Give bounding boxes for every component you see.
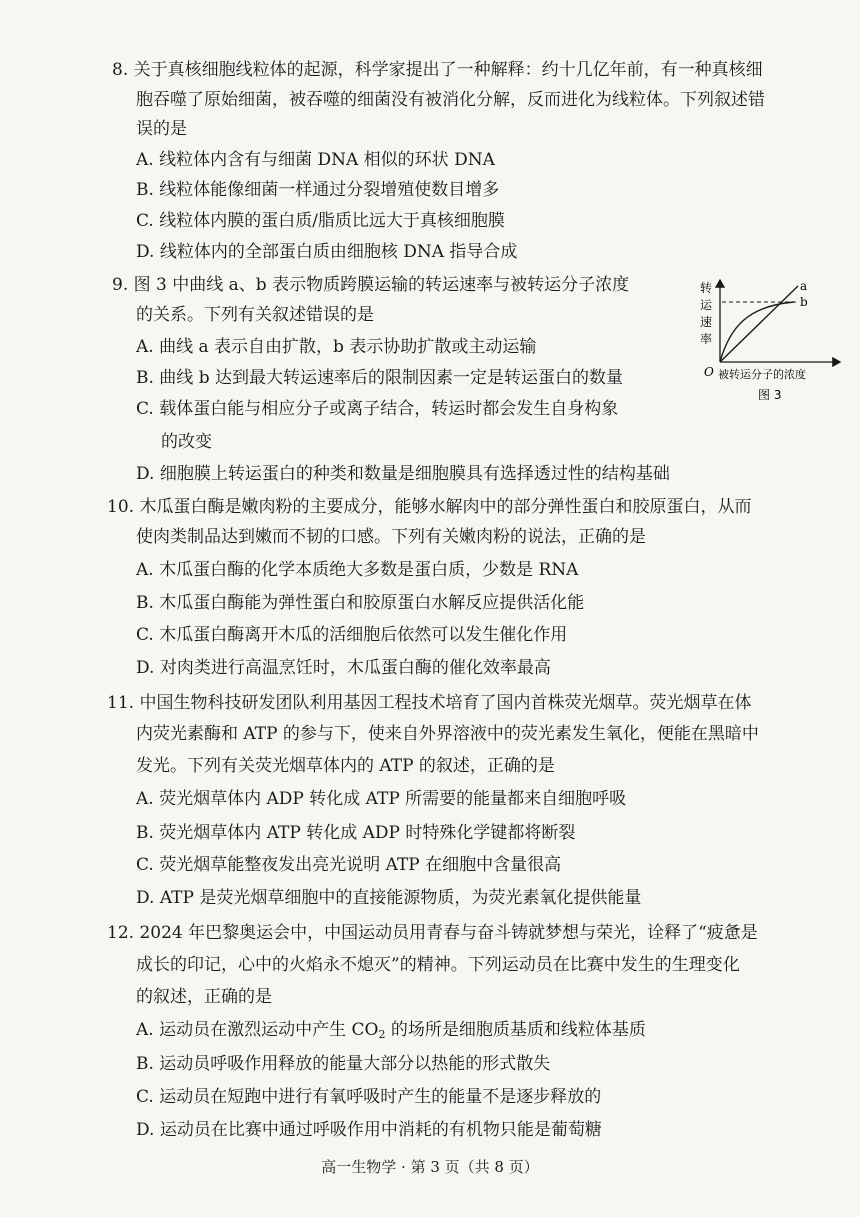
y-axis-label-4: 率 [700,332,713,346]
q12-option-a-post: 的场所是细胞质基质和线粒体基质 [385,1020,646,1040]
y-axis-label-2: 运 [700,298,713,312]
q12-option-c: C. 运动员在短跑中进行有氧呼吸时产生的能量不是逐步释放的 [136,1087,602,1107]
q12-option-a-subscript: 2 [378,1028,386,1041]
q8-option-b: B. 线粒体能像细菌一样通过分裂增殖使数目增多 [136,180,500,200]
curve-a [720,286,798,362]
q8-option-a: A. 线粒体内含有与细菌 DNA 相似的环状 DNA [136,150,495,170]
q11-option-d: D. ATP 是荧光烟草细胞中的直接能源物质，为荧光素氧化提供能量 [136,888,642,908]
q10-stem-line1: 10. 木瓜蛋白酶是嫩肉粉的主要成分，能够水解肉中的部分弹性蛋白和胶原蛋白，从而 [107,497,752,517]
curve-b-label: b [800,295,808,309]
q9-option-b: B. 曲线 b 达到最大转运速率后的限制因素一定是转运蛋白的数量 [136,368,623,388]
y-axis-label-1: 转 [700,281,713,295]
q10-option-c: C. 木瓜蛋白酶离开木瓜的活细胞后依然可以发生催化作用 [136,625,568,645]
q9-stem-line2: 的关系。下列有关叙述错误的是 [136,305,374,325]
figure-3 [694,276,844,406]
q11-stem-line3: 发光。下列有关荧光烟草体内的 ATP 的叙述，正确的是 [136,756,555,776]
q9-option-a: A. 曲线 a 表示自由扩散，b 表示协助扩散或主动运输 [136,337,537,357]
q8-option-c: C. 线粒体内膜的蛋白质/脂质比远大于真核细胞膜 [136,211,505,231]
q12-option-d: D. 运动员在比赛中通过呼吸作用中消耗的有机物只能是葡萄糖 [136,1120,602,1140]
q8-stem-line2: 胞吞噬了原始细菌，被吞噬的细菌没有被消化分解，反而进化为线粒体。下列叙述错 [136,90,765,110]
q9-option-c-line1: C. 载体蛋白能与相应分子或离子结合，转运时都会发生自身构象 [136,399,619,419]
q12-stem-line2: 成长的印记，心中的火焰永不熄灭”的精神。下列运动员在比赛中发生的生理变化 [136,955,740,975]
q8-option-d: D. 线粒体内的全部蛋白质由细胞核 DNA 指导合成 [136,242,518,262]
q11-option-a: A. 荧光烟草体内 ADP 转化成 ATP 所需要的能量都来自细胞呼吸 [136,789,627,809]
q12-option-b: B. 运动员呼吸作用释放的能量大部分以热能的形式散失 [136,1054,551,1074]
q9-stem-line1: 9. 图 3 中曲线 a、b 表示物质跨膜运输的转运速率与被转运分子浓度 [112,275,630,295]
q9-option-c-line2: 的改变 [161,432,212,452]
page-footer: 高一生物学 · 第 3 页（共 8 页） [321,1158,539,1176]
origin-label: O [704,365,714,379]
q10-option-b: B. 木瓜蛋白酶能为弹性蛋白和胶原蛋白水解反应提供活化能 [136,593,585,613]
curve-b [720,302,794,362]
q12-stem-line1: 12. 2024 年巴黎奥运会中，中国运动员用青春与奋斗铸就梦想与荣光，诠释了“疲惫是 [107,923,758,943]
q12-stem-line3: 的叙述，正确的是 [136,987,272,1007]
q8-stem-line3: 误的是 [136,119,187,139]
q11-option-b: B. 荧光烟草体内 ATP 转化成 ADP 时特殊化学键都将断裂 [136,823,576,843]
q12-option-a-pre: A. 运动员在激烈运动中产生 CO [136,1020,379,1040]
q12-option-a [136,1018,646,1047]
q11-option-c: C. 荧光烟草能整夜发出亮光说明 ATP 在细胞中含量很高 [136,855,562,875]
q10-stem-line2: 使肉类制品达到嫩而不韧的口感。下列有关嫩肉粉的说法，正确的是 [136,527,646,547]
q10-option-a: A. 木瓜蛋白酶的化学本质绝大多数是蛋白质，少数是 RNA [136,560,579,580]
q9-option-d: D. 细胞膜上转运蛋白的种类和数量是细胞膜具有选择透过性的结构基础 [136,464,670,484]
y-axis-label-3: 速 [700,315,713,329]
figure-caption: 图 3 [758,388,782,402]
figure-3-graph [694,276,844,406]
x-axis-label: 被转运分子的浓度 [718,368,806,381]
q8-stem-line1: 8. 关于真核细胞线粒体的起源，科学家提出了一种解释：约十几亿年前，有一种真核细 [112,60,763,80]
q10-option-d: D. 对肉类进行高温烹饪时，木瓜蛋白酶的催化效率最高 [136,658,551,678]
q11-stem-line1: 11. 中国生物科技研发团队利用基因工程技术培育了国内首株荧光烟草。荧光烟草在体 [107,693,752,713]
curve-a-label: a [800,279,808,293]
q11-stem-line2: 内荧光素酶和 ATP 的参与下，使来自外界溶液中的荧光素发生氧化，便能在黑暗中 [136,724,759,744]
